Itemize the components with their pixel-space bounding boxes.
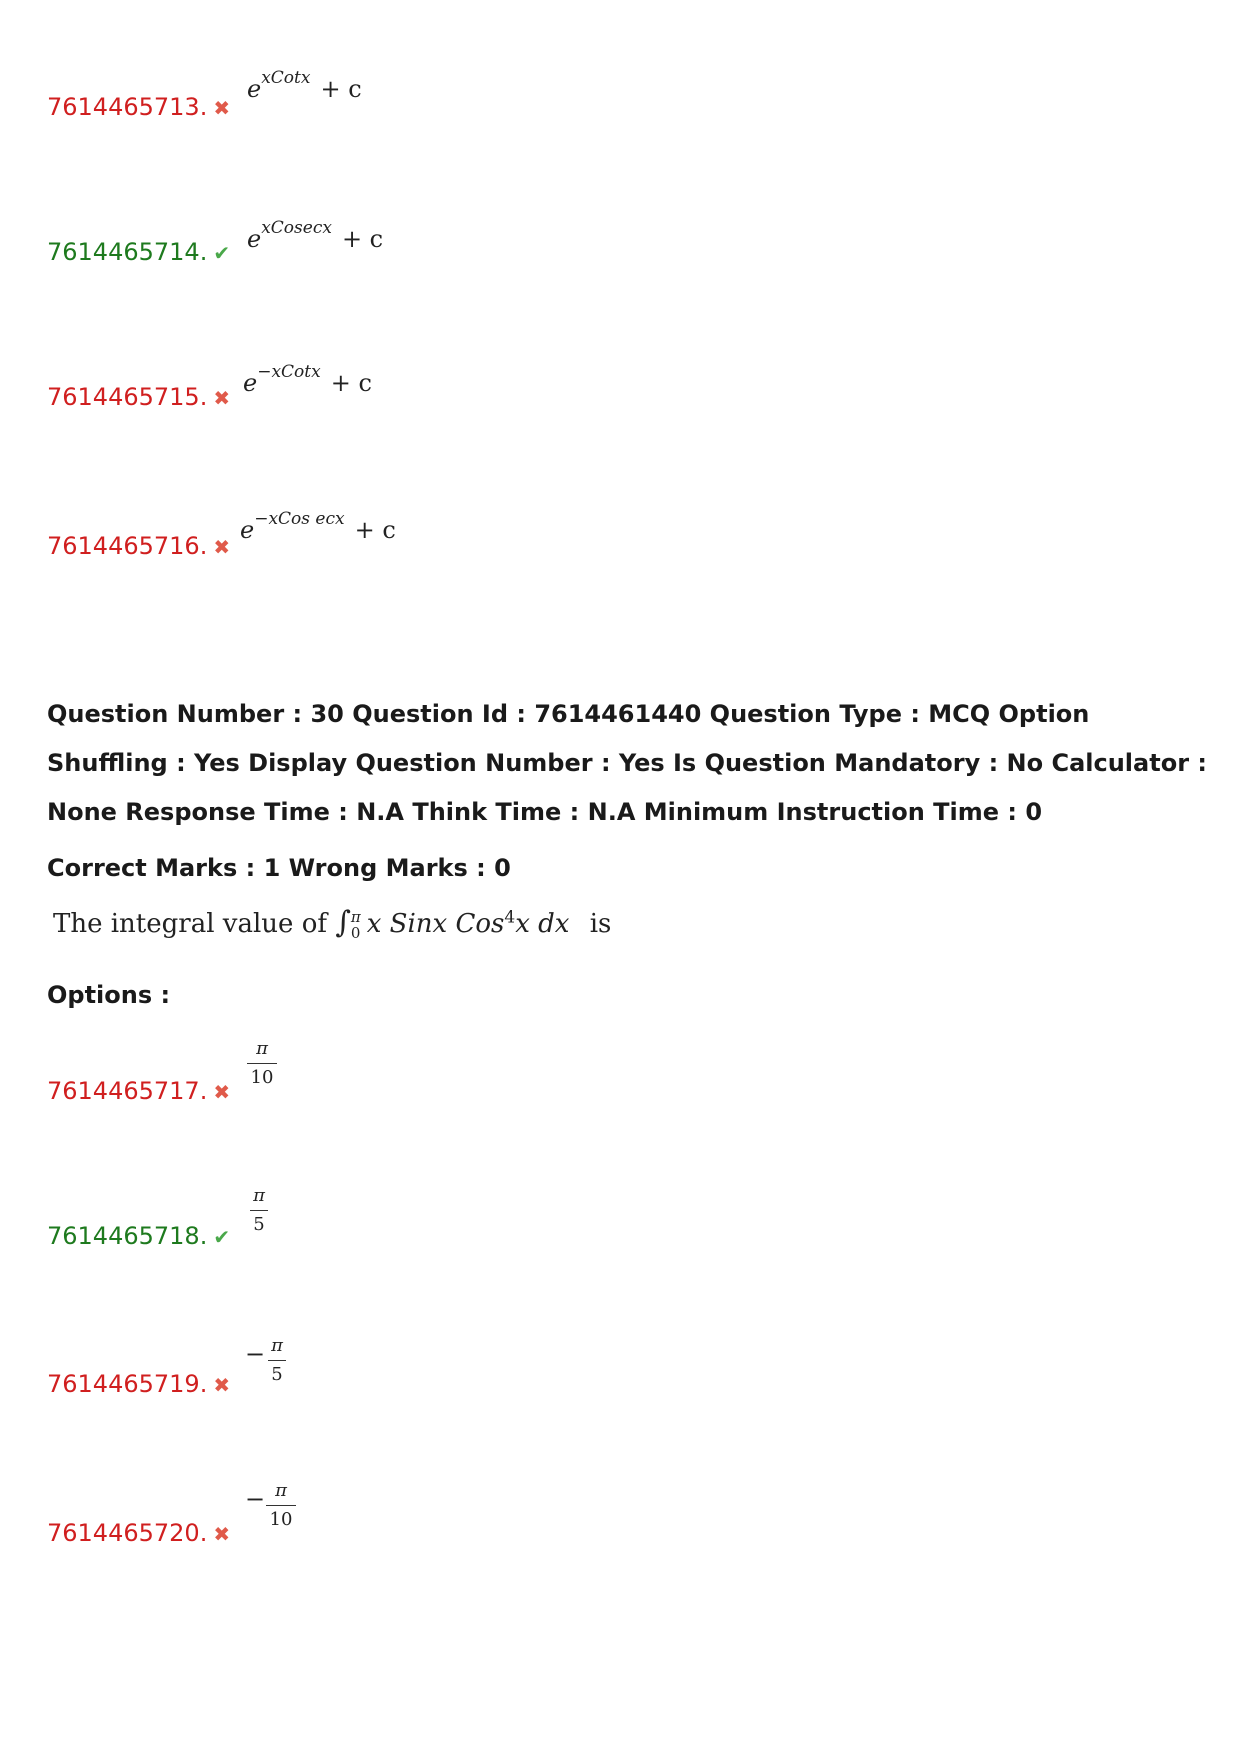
option-expression: $e^{-xCotx} + c$ — [243, 362, 372, 397]
option-expression: $e^{xCotx} + c$ — [247, 68, 362, 103]
question-marks: Correct Marks : 1 Wrong Marks : 0 — [47, 854, 511, 882]
option-fraction: π 10 — [266, 1480, 296, 1531]
question-text: The integral value of ∫π 0 x Sinx Cos$^4$x dx is — [53, 905, 612, 942]
option-id: 7614465715. ✖ — [47, 383, 231, 411]
options-label: Options : — [47, 981, 171, 1009]
wrong-icon: ✖ — [213, 1522, 231, 1546]
integral-sign: ∫ — [335, 905, 351, 940]
question-meta: Question Number : 30 Question Id : 7614461440 Question Type : MCQ Option Shuffling : Yes Display Question Number : Yes Is Question Mandatory : No Calculator : None Response Time : N.A Think Time : N.A Minimum Instruction Time : 0 — [47, 700, 1207, 826]
check-icon: ✔ — [213, 241, 231, 265]
option-id: 7614465713. ✖ — [47, 93, 231, 121]
option-fraction: π 5 — [268, 1335, 286, 1386]
option-expression: $e^{-xCos ecx} + c$ — [240, 509, 396, 544]
wrong-icon: ✖ — [213, 535, 231, 559]
option-fraction: π 5 — [250, 1185, 268, 1236]
minus-sign: − — [245, 1340, 266, 1368]
wrong-icon: ✖ — [213, 386, 231, 410]
wrong-icon: ✖ — [213, 1373, 231, 1397]
option-fraction: π 10 — [247, 1038, 277, 1089]
option-expression: $e^{xCosecx} + c$ — [247, 218, 384, 253]
option-id: 7614465720. ✖ — [47, 1519, 231, 1547]
option-id: 7614465719. ✖ — [47, 1370, 231, 1398]
option-id: 7614465714. ✔ — [47, 238, 231, 266]
check-icon: ✔ — [213, 1225, 231, 1249]
option-id: 7614465718. ✔ — [47, 1222, 231, 1250]
minus-sign: − — [245, 1485, 266, 1513]
option-id: 7614465717. ✖ — [47, 1077, 231, 1105]
wrong-icon: ✖ — [213, 1080, 231, 1104]
option-id: 7614465716. ✖ — [47, 532, 231, 560]
wrong-icon: ✖ — [213, 96, 231, 120]
